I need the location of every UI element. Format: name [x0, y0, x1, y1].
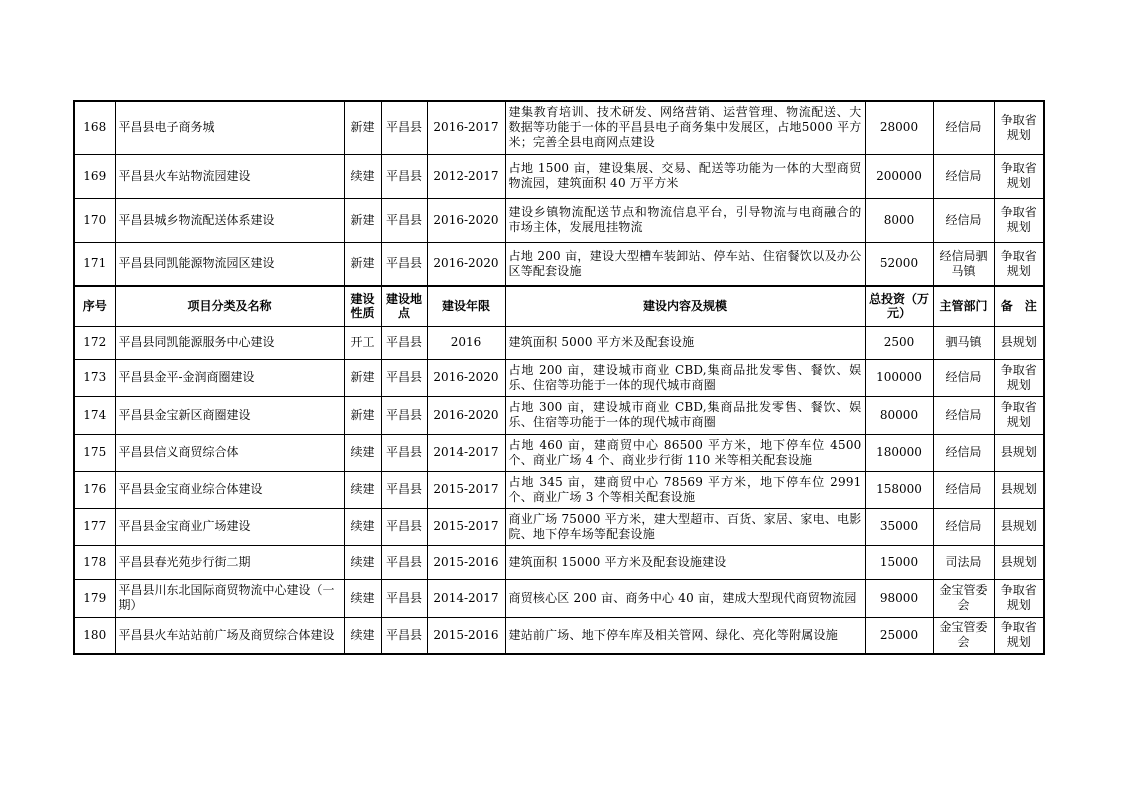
cell-invest: 200000	[865, 154, 933, 198]
cell-loc: 平昌县	[381, 198, 427, 242]
table-row	[74, 101, 1044, 154]
table-header	[74, 286, 1044, 326]
cell-type: 新建	[344, 396, 381, 434]
cell-name: 平昌县同凯能源服务中心建设	[115, 326, 344, 359]
cell-invest: 100000	[865, 359, 933, 396]
cell-no: 170	[74, 198, 115, 242]
cell-no: 179	[74, 579, 115, 617]
table-row	[74, 242, 1044, 286]
cell-content: 占地 300 亩，建设城市商业 CBD,集商品批发零售、餐饮、娱乐、住宿等功能于一体的现代城市商圈	[505, 396, 865, 434]
cell-period: 2012-2017	[427, 154, 505, 198]
cell-invest: 25000	[865, 617, 933, 654]
header-no: 序号	[74, 286, 115, 326]
cell-period: 2015-2016	[427, 545, 505, 579]
table-row	[74, 154, 1044, 198]
cell-invest: 52000	[865, 242, 933, 286]
cell-type: 新建	[344, 101, 381, 154]
cell-loc: 平昌县	[381, 471, 427, 508]
table-row	[74, 471, 1044, 508]
table-row	[74, 396, 1044, 434]
cell-name: 平昌县川东北国际商贸物流中心建设（一期）	[115, 579, 344, 617]
cell-note: 县规划	[994, 545, 1044, 579]
cell-invest: 180000	[865, 434, 933, 471]
table-row	[74, 434, 1044, 471]
cell-no: 169	[74, 154, 115, 198]
cell-dept: 经信局	[933, 154, 994, 198]
cell-note: 争取省规划	[994, 396, 1044, 434]
cell-no: 177	[74, 508, 115, 545]
cell-type: 开工	[344, 326, 381, 359]
cell-dept: 金宝管委会	[933, 579, 994, 617]
cell-content: 占地 200 亩，建设城市商业 CBD,集商品批发零售、餐饮、娱乐、住宿等功能于一体的现代城市商圈	[505, 359, 865, 396]
table-row	[74, 198, 1044, 242]
cell-content: 建站前广场、地下停车库及相关管网、绿化、亮化等附属设施	[505, 617, 865, 654]
cell-note: 争取省规划	[994, 359, 1044, 396]
cell-content: 占地 460 亩，建商贸中心 86500 平方米，地下停车位 4500 个、商业广场 4 个、商业步行街 110 米等相关配套设施	[505, 434, 865, 471]
cell-type: 续建	[344, 579, 381, 617]
cell-dept: 经信局	[933, 471, 994, 508]
cell-period: 2014-2017	[427, 579, 505, 617]
cell-period: 2016-2020	[427, 396, 505, 434]
cell-type: 续建	[344, 434, 381, 471]
table-row	[74, 579, 1044, 617]
cell-name: 平昌县金宝新区商圈建设	[115, 396, 344, 434]
cell-invest: 28000	[865, 101, 933, 154]
header-name: 项目分类及名称	[115, 286, 344, 326]
cell-loc: 平昌县	[381, 359, 427, 396]
cell-loc: 平昌县	[381, 154, 427, 198]
header-invest: 总投资（万元）	[865, 286, 933, 326]
cell-note: 县规划	[994, 471, 1044, 508]
cell-invest: 80000	[865, 396, 933, 434]
cell-note: 争取省规划	[994, 154, 1044, 198]
cell-content: 建集教育培训、技术研发、网络营销、运营管理、物流配送、大数据等功能于一体的平昌县电子商务集中发展区，占地5000 平方米；完善全县电商网点建设	[505, 101, 865, 154]
cell-dept: 经信局	[933, 508, 994, 545]
cell-type: 续建	[344, 545, 381, 579]
header-row	[74, 286, 1044, 326]
cell-no: 175	[74, 434, 115, 471]
cell-name: 平昌县春光苑步行街二期	[115, 545, 344, 579]
cell-loc: 平昌县	[381, 101, 427, 154]
header-content: 建设内容及规模	[505, 286, 865, 326]
cell-no: 178	[74, 545, 115, 579]
header-dept: 主管部门	[933, 286, 994, 326]
cell-content: 占地 345 亩，建商贸中心 78569 平方米，地下停车位 2991 个、商业广场 3 个等相关配套设施	[505, 471, 865, 508]
cell-type: 新建	[344, 359, 381, 396]
project-table	[73, 100, 1045, 655]
cell-note: 争取省规划	[994, 101, 1044, 154]
table-row	[74, 545, 1044, 579]
cell-note: 县规划	[994, 326, 1044, 359]
table-body-bottom	[74, 326, 1044, 654]
cell-no: 176	[74, 471, 115, 508]
cell-loc: 平昌县	[381, 579, 427, 617]
table-row	[74, 617, 1044, 654]
cell-loc: 平昌县	[381, 396, 427, 434]
cell-name: 平昌县金宝商业广场建设	[115, 508, 344, 545]
cell-period: 2015-2016	[427, 617, 505, 654]
cell-content: 建筑面积 5000 平方米及配套设施	[505, 326, 865, 359]
cell-note: 争取省规划	[994, 198, 1044, 242]
table-body-top	[74, 101, 1044, 286]
header-note: 备 注	[994, 286, 1044, 326]
cell-note: 争取省规划	[994, 617, 1044, 654]
table-row	[74, 326, 1044, 359]
cell-no: 172	[74, 326, 115, 359]
cell-dept: 经信局	[933, 434, 994, 471]
cell-name: 平昌县同凯能源物流园区建设	[115, 242, 344, 286]
cell-invest: 158000	[865, 471, 933, 508]
table-row	[74, 508, 1044, 545]
cell-period: 2016-2017	[427, 101, 505, 154]
cell-type: 新建	[344, 242, 381, 286]
cell-name: 平昌县火车站站前广场及商贸综合体建设	[115, 617, 344, 654]
cell-note: 县规划	[994, 508, 1044, 545]
cell-invest: 8000	[865, 198, 933, 242]
cell-note: 争取省规划	[994, 579, 1044, 617]
cell-period: 2016-2020	[427, 242, 505, 286]
cell-name: 平昌县城乡物流配送体系建设	[115, 198, 344, 242]
cell-no: 174	[74, 396, 115, 434]
cell-no: 171	[74, 242, 115, 286]
cell-content: 商贸核心区 200 亩、商务中心 40 亩，建成大型现代商贸物流园	[505, 579, 865, 617]
cell-dept: 经信局	[933, 198, 994, 242]
cell-no: 180	[74, 617, 115, 654]
cell-no: 173	[74, 359, 115, 396]
cell-note: 县规划	[994, 434, 1044, 471]
cell-content: 占地 1500 亩，建设集展、交易、配送等功能为一体的大型商贸物流园，建筑面积 40 万平方米	[505, 154, 865, 198]
cell-period: 2016-2020	[427, 198, 505, 242]
cell-period: 2014-2017	[427, 434, 505, 471]
cell-name: 平昌县电子商务城	[115, 101, 344, 154]
header-period: 建设年限	[427, 286, 505, 326]
cell-loc: 平昌县	[381, 617, 427, 654]
cell-invest: 35000	[865, 508, 933, 545]
cell-type: 新建	[344, 198, 381, 242]
cell-name: 平昌县火车站物流园建设	[115, 154, 344, 198]
cell-invest: 98000	[865, 579, 933, 617]
cell-type: 续建	[344, 617, 381, 654]
cell-dept: 经信局	[933, 101, 994, 154]
cell-dept: 驷马镇	[933, 326, 994, 359]
cell-period: 2015-2017	[427, 508, 505, 545]
cell-invest: 2500	[865, 326, 933, 359]
cell-name: 平昌县金宝商业综合体建设	[115, 471, 344, 508]
cell-name: 平昌县金平-金润商圈建设	[115, 359, 344, 396]
cell-invest: 15000	[865, 545, 933, 579]
cell-type: 续建	[344, 154, 381, 198]
cell-note: 争取省规划	[994, 242, 1044, 286]
cell-type: 续建	[344, 471, 381, 508]
header-type: 建设性质	[344, 286, 381, 326]
cell-content: 建设乡镇物流配送节点和物流信息平台，引导物流与电商融合的市场主体，发展甩挂物流	[505, 198, 865, 242]
cell-content: 占地 200 亩，建设大型槽车装卸站、停车站、住宿餐饮以及办公区等配套设施	[505, 242, 865, 286]
cell-content: 建筑面积 15000 平方米及配套设施建设	[505, 545, 865, 579]
cell-period: 2015-2017	[427, 471, 505, 508]
cell-dept: 经信局	[933, 396, 994, 434]
cell-dept: 金宝管委会	[933, 617, 994, 654]
cell-name: 平昌县信义商贸综合体	[115, 434, 344, 471]
cell-dept: 经信局驷马镇	[933, 242, 994, 286]
cell-loc: 平昌县	[381, 545, 427, 579]
cell-period: 2016-2020	[427, 359, 505, 396]
cell-no: 168	[74, 101, 115, 154]
cell-period: 2016	[427, 326, 505, 359]
cell-loc: 平昌县	[381, 326, 427, 359]
header-loc: 建设地点	[381, 286, 427, 326]
cell-dept: 司法局	[933, 545, 994, 579]
cell-dept: 经信局	[933, 359, 994, 396]
cell-type: 续建	[344, 508, 381, 545]
cell-content: 商业广场 75000 平方米，建大型超市、百货、家居、家电、电影院、地下停车场等配套设施	[505, 508, 865, 545]
cell-loc: 平昌县	[381, 434, 427, 471]
table-row	[74, 359, 1044, 396]
cell-loc: 平昌县	[381, 242, 427, 286]
cell-loc: 平昌县	[381, 508, 427, 545]
